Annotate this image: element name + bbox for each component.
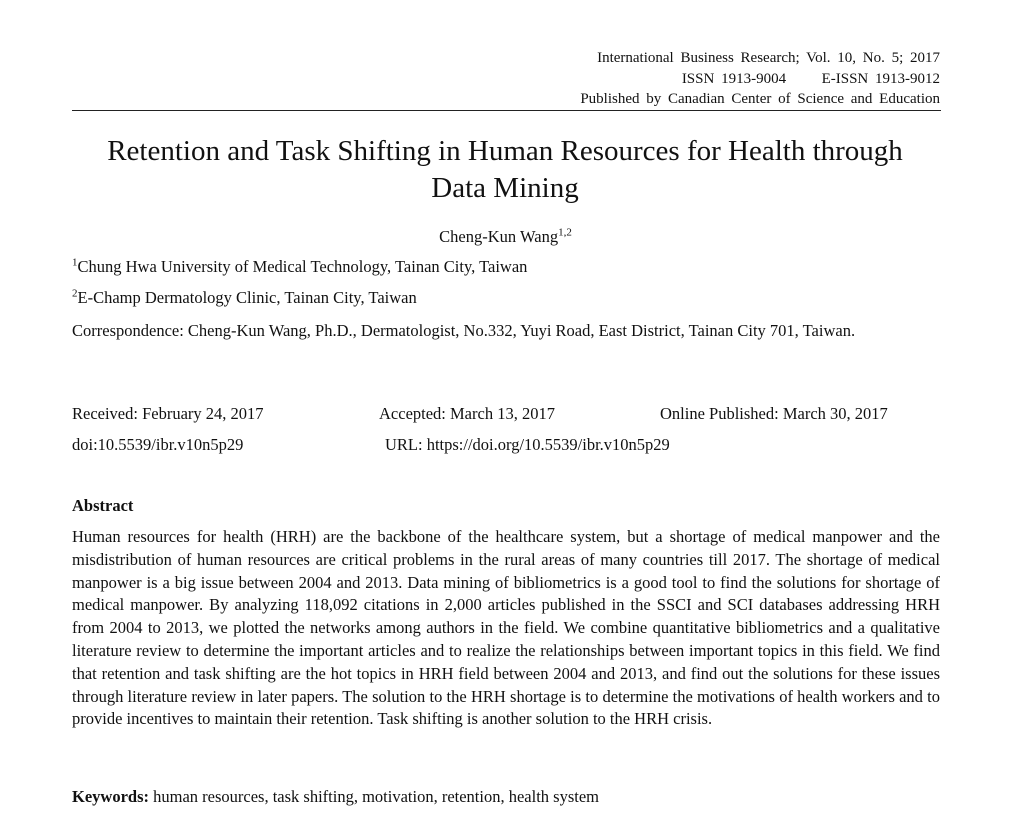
author-name: Cheng-Kun Wang — [439, 227, 559, 246]
issn: ISSN 1913-9004 — [681, 70, 787, 87]
keywords-label: Keywords: — [72, 787, 149, 806]
author-affiliation-marks: 1,2 — [558, 226, 572, 239]
header-divider — [72, 110, 941, 111]
journal-header — [420, 48, 940, 110]
affiliation-2-number: 2 — [72, 287, 78, 300]
issn-line — [420, 69, 940, 90]
affiliation-1-number: 1 — [72, 256, 78, 269]
doi: doi:10.5539/ibr.v10n5p29 — [72, 435, 244, 454]
correspondence: Correspondence: Cheng-Kun Wang, Ph.D., Dermatologist, No.332, Yuyi Road, East District, Tainan City 701, Taiwan. — [72, 321, 856, 340]
keywords-text: human resources, task shifting, motivation, retention, health system — [153, 787, 599, 806]
affiliation-2 — [72, 287, 417, 309]
affiliation-1 — [72, 256, 527, 278]
publisher: Published by Canadian Center of Science and Education — [580, 91, 940, 107]
url-link[interactable]: URL: https://doi.org/10.5539/ibr.v10n5p29 — [385, 435, 670, 454]
affiliation-1-text: Chung Hwa University of Medical Technology, Tainan City, Taiwan — [77, 257, 528, 276]
received-date: Received: February 24, 2017 — [72, 404, 264, 423]
title-line-2: Data Mining — [431, 172, 579, 204]
affiliation-2-text: E-Champ Dermatology Clinic, Tainan City, Taiwan — [77, 288, 417, 307]
published-date: Online Published: March 30, 2017 — [660, 404, 888, 423]
abstract-text: Human resources for health (HRH) are the backbone of the healthcare system, but a shortage of medical manpower and the misdistribution of human resources are critical problems in the rural areas of many countries till 2017. The shortage of medical manpower is a big issue between 2004 and 2013. Data mining of bibliometrics is a good tool to find the solutions for shortage of medical manpower. By analyzing 118,092 citations in 2,000 articles published in the SSCI and SCI databases addressing HRH from 2004 to 2013, we plotted the networks among authors in the field. We combine quantitative bibliometrics and a qualitative literature review to determine the important articles and to realize the relationships between important topics in this field. We find that retention and task shifting are the hot topics in HRH field between 2004 and 2013, and find out the solutions for these issues through literature review in later papers. The solution to the HRH shortage is to determine the motivations of health workers and to provide incentives to maintain their retention. Task shifting is another solution to the HRH crisis. — [72, 527, 940, 729]
keywords — [72, 786, 599, 808]
paper-title — [70, 133, 940, 207]
eissn: E-ISSN 1913-9012 — [821, 70, 940, 87]
abstract-heading: Abstract — [72, 496, 134, 515]
journal-citation: International Business Research; Vol. 10, No. 5; 2017 — [597, 50, 940, 66]
author — [0, 226, 1011, 248]
title-line-1: Retention and Task Shifting in Human Resources for Health through — [107, 135, 903, 167]
accepted-date: Accepted: March 13, 2017 — [379, 404, 555, 423]
